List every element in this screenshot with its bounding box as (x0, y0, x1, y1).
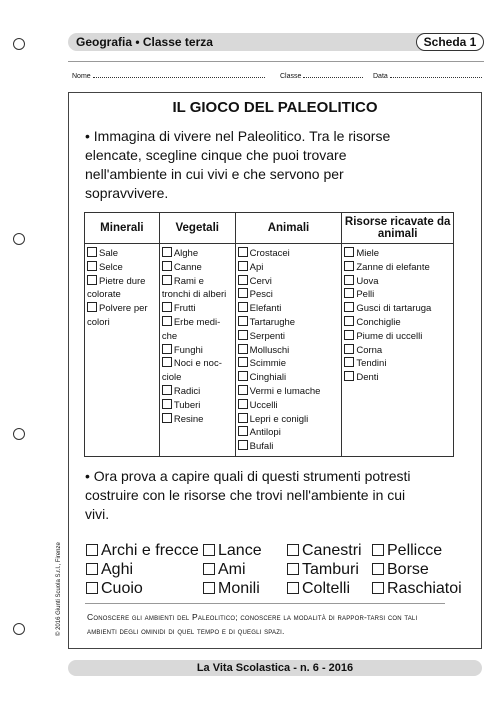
checkbox-icon[interactable] (162, 385, 172, 395)
checkbox-item[interactable]: Radici (162, 385, 233, 399)
tool-option[interactable]: Borse (372, 561, 429, 579)
header-risorse: Risorse ricavate da animali (342, 213, 454, 244)
tool-option[interactable]: Lance (203, 542, 262, 560)
checkbox-item[interactable]: Scimmie (238, 357, 340, 371)
tool-option[interactable]: Canestri (287, 542, 362, 560)
checkbox-item[interactable]: Bufali (238, 440, 340, 454)
checkbox-icon[interactable] (344, 371, 354, 381)
punch-hole-lower (13, 428, 25, 440)
checkbox-item[interactable]: Selce (87, 261, 157, 275)
checkbox-icon[interactable] (372, 582, 384, 594)
checkbox-icon[interactable] (344, 288, 354, 298)
checkbox-item[interactable]: Rami e tronchi di alberi (161, 275, 227, 301)
checkbox-icon[interactable] (238, 440, 248, 450)
checkbox-icon[interactable] (87, 302, 97, 312)
instruction-tools: • Ora prova a capire quali di questi strumenti potresti costruire con le risorse che trovi nell'ambiente in cui vivi. (85, 468, 411, 522)
checkbox-icon[interactable] (203, 582, 215, 594)
checkbox-icon[interactable] (344, 344, 354, 354)
date-label: Data (373, 73, 388, 80)
checkbox-item[interactable]: Noci e noc-ciole (161, 358, 222, 384)
header-divider (68, 61, 484, 62)
checkbox-icon[interactable] (87, 261, 97, 271)
checkbox-item[interactable]: Vermi e lumache (238, 385, 340, 399)
checkbox-item[interactable]: Piume di uccelli (344, 330, 451, 344)
checkbox-item[interactable]: Pietre dure colorate (87, 275, 146, 301)
checkbox-icon[interactable] (162, 357, 172, 367)
punch-hole-bottom (13, 623, 25, 635)
checkbox-icon[interactable] (238, 399, 248, 409)
column-animali (235, 244, 342, 457)
objective-divider (85, 603, 445, 604)
checkbox-icon[interactable] (287, 563, 299, 575)
checkbox-icon[interactable] (162, 316, 172, 326)
checkbox-item[interactable]: Molluschi (238, 344, 340, 358)
checkbox-item[interactable]: Uccelli (238, 399, 340, 413)
checkbox-item[interactable]: Miele (344, 247, 451, 261)
checkbox-icon[interactable] (162, 302, 172, 312)
tool-option[interactable]: Raschiatoi (372, 580, 462, 598)
checkbox-item[interactable]: Serpenti (238, 330, 340, 344)
worksheet-frame (68, 92, 482, 649)
checkbox-icon[interactable] (287, 582, 299, 594)
checkbox-icon[interactable] (344, 275, 354, 285)
copyright-notice: © 2016 Giunti Scuola S.r.l., Firenze (56, 542, 62, 636)
resources-table (84, 212, 454, 457)
checkbox-item[interactable]: Api (238, 261, 340, 275)
checkbox-icon[interactable] (203, 563, 215, 575)
checkbox-icon[interactable] (238, 330, 248, 340)
learning-objective: Conoscere gli ambienti del Paleolitico; conoscere la modalità di rappor-tarsi con tali ambienti degli ominidi di quel tempo e di quegli spazi. (87, 612, 418, 636)
checkbox-item[interactable]: Alghe (162, 247, 233, 261)
checkbox-item[interactable]: Polvere per colori (87, 303, 148, 328)
checkbox-item[interactable]: Tartarughe (238, 316, 340, 330)
checkbox-icon[interactable] (86, 544, 98, 556)
tool-option[interactable]: Pellicce (372, 542, 442, 560)
checkbox-item[interactable]: Crostacei (238, 247, 340, 261)
checkbox-item[interactable]: Resine (162, 413, 233, 427)
header-vegetali: Vegetali (159, 213, 235, 244)
checkbox-icon[interactable] (238, 344, 248, 354)
punch-hole-upper (13, 233, 25, 245)
name-label: Nome (72, 73, 91, 80)
checkbox-item[interactable]: Cinghiali (238, 371, 340, 385)
checkbox-icon[interactable] (238, 261, 248, 271)
checkbox-icon[interactable] (162, 261, 172, 271)
class-field[interactable] (280, 70, 363, 80)
checkbox-item[interactable]: Tuberi (162, 399, 233, 413)
checkbox-icon[interactable] (344, 247, 354, 257)
checkbox-item[interactable]: Tendini (344, 357, 451, 371)
tool-option[interactable]: Coltelli (287, 580, 350, 598)
checkbox-icon[interactable] (162, 399, 172, 409)
checkbox-icon[interactable] (372, 563, 384, 575)
tool-option[interactable]: Monili (203, 580, 260, 598)
checkbox-item[interactable]: Conchiglie (344, 316, 451, 330)
checkbox-item[interactable]: Erbe medi-che (161, 316, 221, 342)
checkbox-icon[interactable] (238, 413, 248, 423)
checkbox-icon[interactable] (238, 288, 248, 298)
checkbox-icon[interactable] (238, 357, 248, 367)
checkbox-icon[interactable] (344, 302, 354, 312)
punch-hole-top (13, 38, 25, 50)
header-bar (68, 33, 484, 51)
header-minerali: Minerali (85, 213, 160, 244)
checkbox-icon[interactable] (238, 385, 248, 395)
checkbox-icon[interactable] (238, 371, 248, 381)
checkbox-item[interactable]: Pelli (344, 288, 451, 302)
checkbox-icon[interactable] (162, 413, 172, 423)
subject-label: Geografia • Classe terza (76, 35, 213, 49)
tool-option[interactable]: Cuoio (86, 580, 143, 598)
checkbox-icon[interactable] (238, 302, 248, 312)
checkbox-icon[interactable] (344, 316, 354, 326)
tool-option[interactable]: Ami (203, 561, 246, 579)
checkbox-icon[interactable] (162, 344, 172, 354)
checkbox-item[interactable]: Uova (344, 275, 451, 289)
checkbox-icon[interactable] (238, 426, 248, 436)
checkbox-item[interactable]: Canne (162, 261, 233, 275)
checkbox-icon[interactable] (238, 316, 248, 326)
checkbox-item[interactable]: Lepri e conigli (238, 413, 340, 427)
tool-option[interactable]: Tamburi (287, 561, 359, 579)
tool-option[interactable]: Archi e frecce (86, 542, 199, 560)
tool-option[interactable]: Aghi (86, 561, 133, 579)
checkbox-icon[interactable] (203, 544, 215, 556)
checkbox-item[interactable]: Gusci di tartaruga (344, 302, 451, 316)
checkbox-item[interactable]: Frutti (162, 302, 233, 316)
checkbox-icon[interactable] (86, 563, 98, 575)
checkbox-icon[interactable] (344, 330, 354, 340)
column-risorse (342, 244, 454, 457)
header-animali: Animali (235, 213, 342, 244)
checkbox-icon[interactable] (238, 247, 248, 257)
column-vegetali (159, 244, 235, 457)
checkbox-item[interactable]: Pesci (238, 288, 340, 302)
sheet-badge: Scheda 1 (416, 33, 484, 51)
class-label: Classe (280, 73, 302, 80)
instruction-resources: • Immagina di vivere nel Paleolitico. Tra le risorse elencate, scegline cinque che puoi trovare nell'ambiente in cui vivi e che servono per sopravvivere. (85, 128, 391, 201)
checkbox-icon[interactable] (162, 275, 172, 285)
checkbox-item[interactable]: Denti (344, 371, 451, 385)
checkbox-item[interactable]: Corna (344, 344, 451, 358)
checkbox-item[interactable]: Funghi (162, 344, 233, 358)
checkbox-item[interactable]: Antilopi (238, 426, 340, 440)
checkbox-icon[interactable] (344, 357, 354, 367)
checkbox-icon[interactable] (372, 544, 384, 556)
checkbox-item[interactable]: Sale (87, 247, 157, 261)
checkbox-item[interactable]: Cervi (238, 275, 340, 289)
checkbox-item[interactable]: Zanne di elefante (344, 261, 451, 275)
date-field[interactable] (373, 70, 482, 80)
column-minerali (85, 244, 160, 457)
checkbox-icon[interactable] (287, 544, 299, 556)
checkbox-icon[interactable] (87, 247, 97, 257)
checkbox-icon[interactable] (162, 247, 172, 257)
name-field[interactable] (72, 70, 265, 80)
checkbox-icon[interactable] (344, 261, 354, 271)
footer-bar: La Vita Scolastica - n. 6 - 2016 (68, 660, 482, 676)
checkbox-item[interactable]: Elefanti (238, 302, 340, 316)
checkbox-icon[interactable] (87, 275, 97, 285)
checkbox-icon[interactable] (238, 275, 248, 285)
worksheet-title: IL GIOCO DEL PALEOLITICO (172, 99, 378, 116)
checkbox-icon[interactable] (86, 582, 98, 594)
